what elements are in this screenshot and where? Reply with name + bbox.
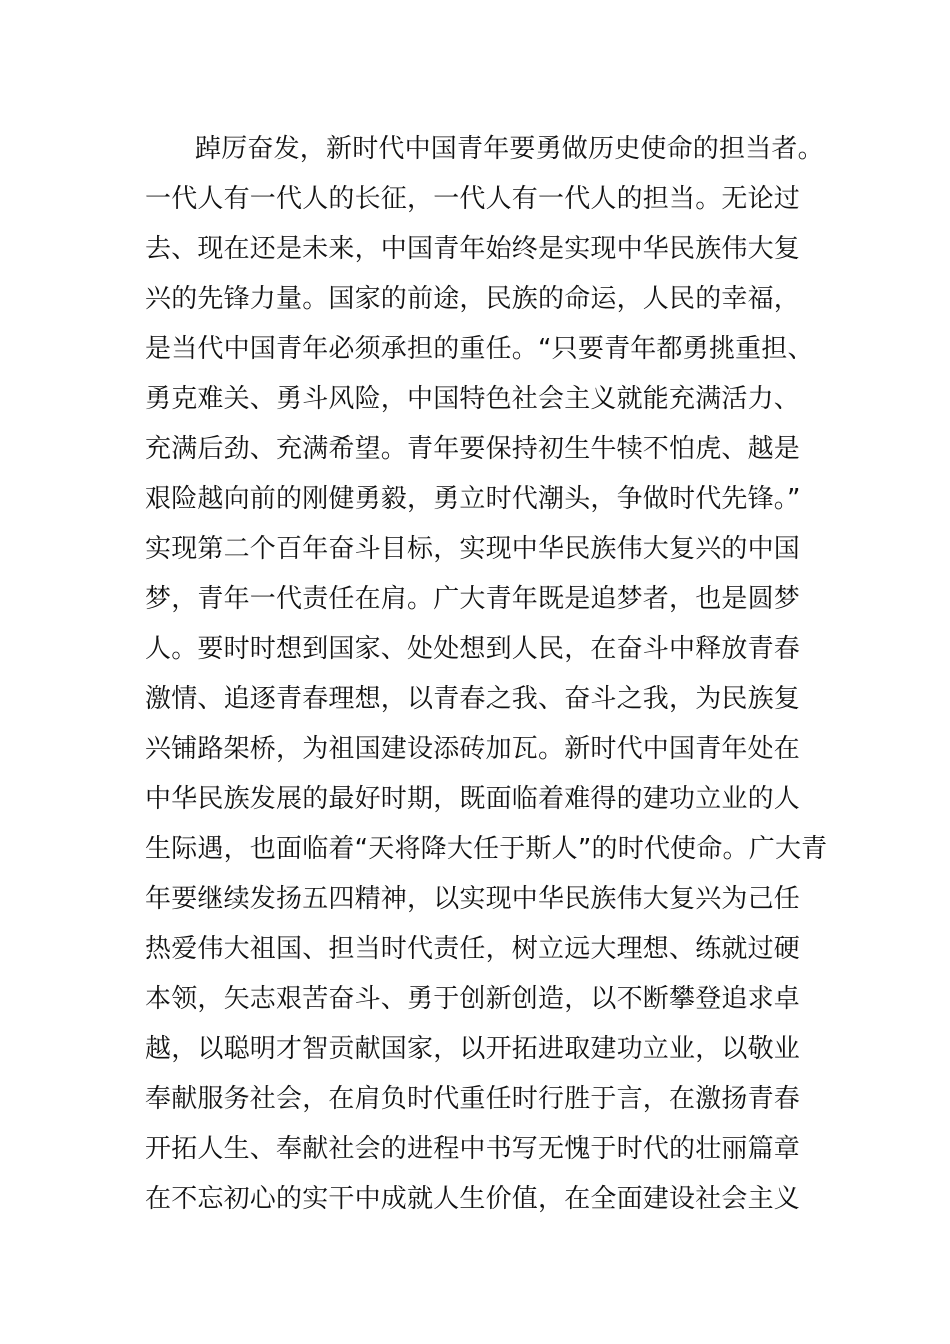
text-line-9: 实现第二个百年奋斗目标，实现中华民族伟大复兴的中国 xyxy=(145,534,801,564)
text-line-19: 越，以聪明才智贡献国家，以开拓进取建功立业，以敬业 xyxy=(145,1034,801,1064)
text-line-15: 生际遇，也面临着“天将降大任于斯人”的时代使命。广大青 xyxy=(145,834,828,864)
text-line-11: 人。要时时想到国家、处处想到人民，在奋斗中释放青春 xyxy=(145,634,801,664)
text-line-20: 奉献服务社会，在肩负时代重任时行胜于言，在激扬青春 xyxy=(145,1084,801,1114)
text-line-14: 中华民族发展的最好时期，既面临着难得的建功立业的人 xyxy=(145,784,801,814)
text-line-16: 年要继续发扬五四精神，以实现中华民族伟大复兴为己任 xyxy=(145,884,801,914)
text-line-17: 热爱伟大祖国、担当时代责任，树立远大理想、练就过硬 xyxy=(145,934,801,964)
text-line-3: 去、现在还是未来，中国青年始终是实现中华民族伟大复 xyxy=(145,234,801,264)
text-line-8: 艰险越向前的刚健勇毅，勇立时代潮头，争做时代先锋。” xyxy=(145,484,801,514)
text-line-21: 开拓人生、奉献社会的进程中书写无愧于时代的壮丽篇章 xyxy=(145,1134,801,1164)
text-line-6: 勇克难关、勇斗风险，中国特色社会主义就能充满活力、 xyxy=(145,384,801,414)
text-line-18: 本领，矢志艰苦奋斗、勇于创新创造，以不断攀登追求卓 xyxy=(145,984,801,1014)
text-line-12: 激情、追逐青春理想，以青春之我、奋斗之我，为民族复 xyxy=(145,684,801,714)
body-paragraph xyxy=(145,124,828,1224)
text-line-5: 是当代中国青年必须承担的重任。“只要青年都勇挑重担、 xyxy=(145,334,814,364)
text-line-10: 梦，青年一代责任在肩。广大青年既是追梦者，也是圆梦 xyxy=(145,584,801,614)
text-line-2: 一代人有一代人的长征，一代人有一代人的担当。无论过 xyxy=(145,184,801,214)
text-line-1: 踔厉奋发，新时代中国青年要勇做历史使命的担当者。 xyxy=(195,134,824,164)
text-line-7: 充满后劲、充满希望。青年要保持初生牛犊不怕虎、越是 xyxy=(145,434,801,464)
text-line-13: 兴铺路架桥，为祖国建设添砖加瓦。新时代中国青年处在 xyxy=(145,734,801,764)
text-line-22: 在不忘初心的实干中成就人生价值，在全面建设社会主义 xyxy=(145,1184,801,1214)
text-line-4: 兴的先锋力量。国家的前途，民族的命运，人民的幸福， xyxy=(145,284,801,314)
